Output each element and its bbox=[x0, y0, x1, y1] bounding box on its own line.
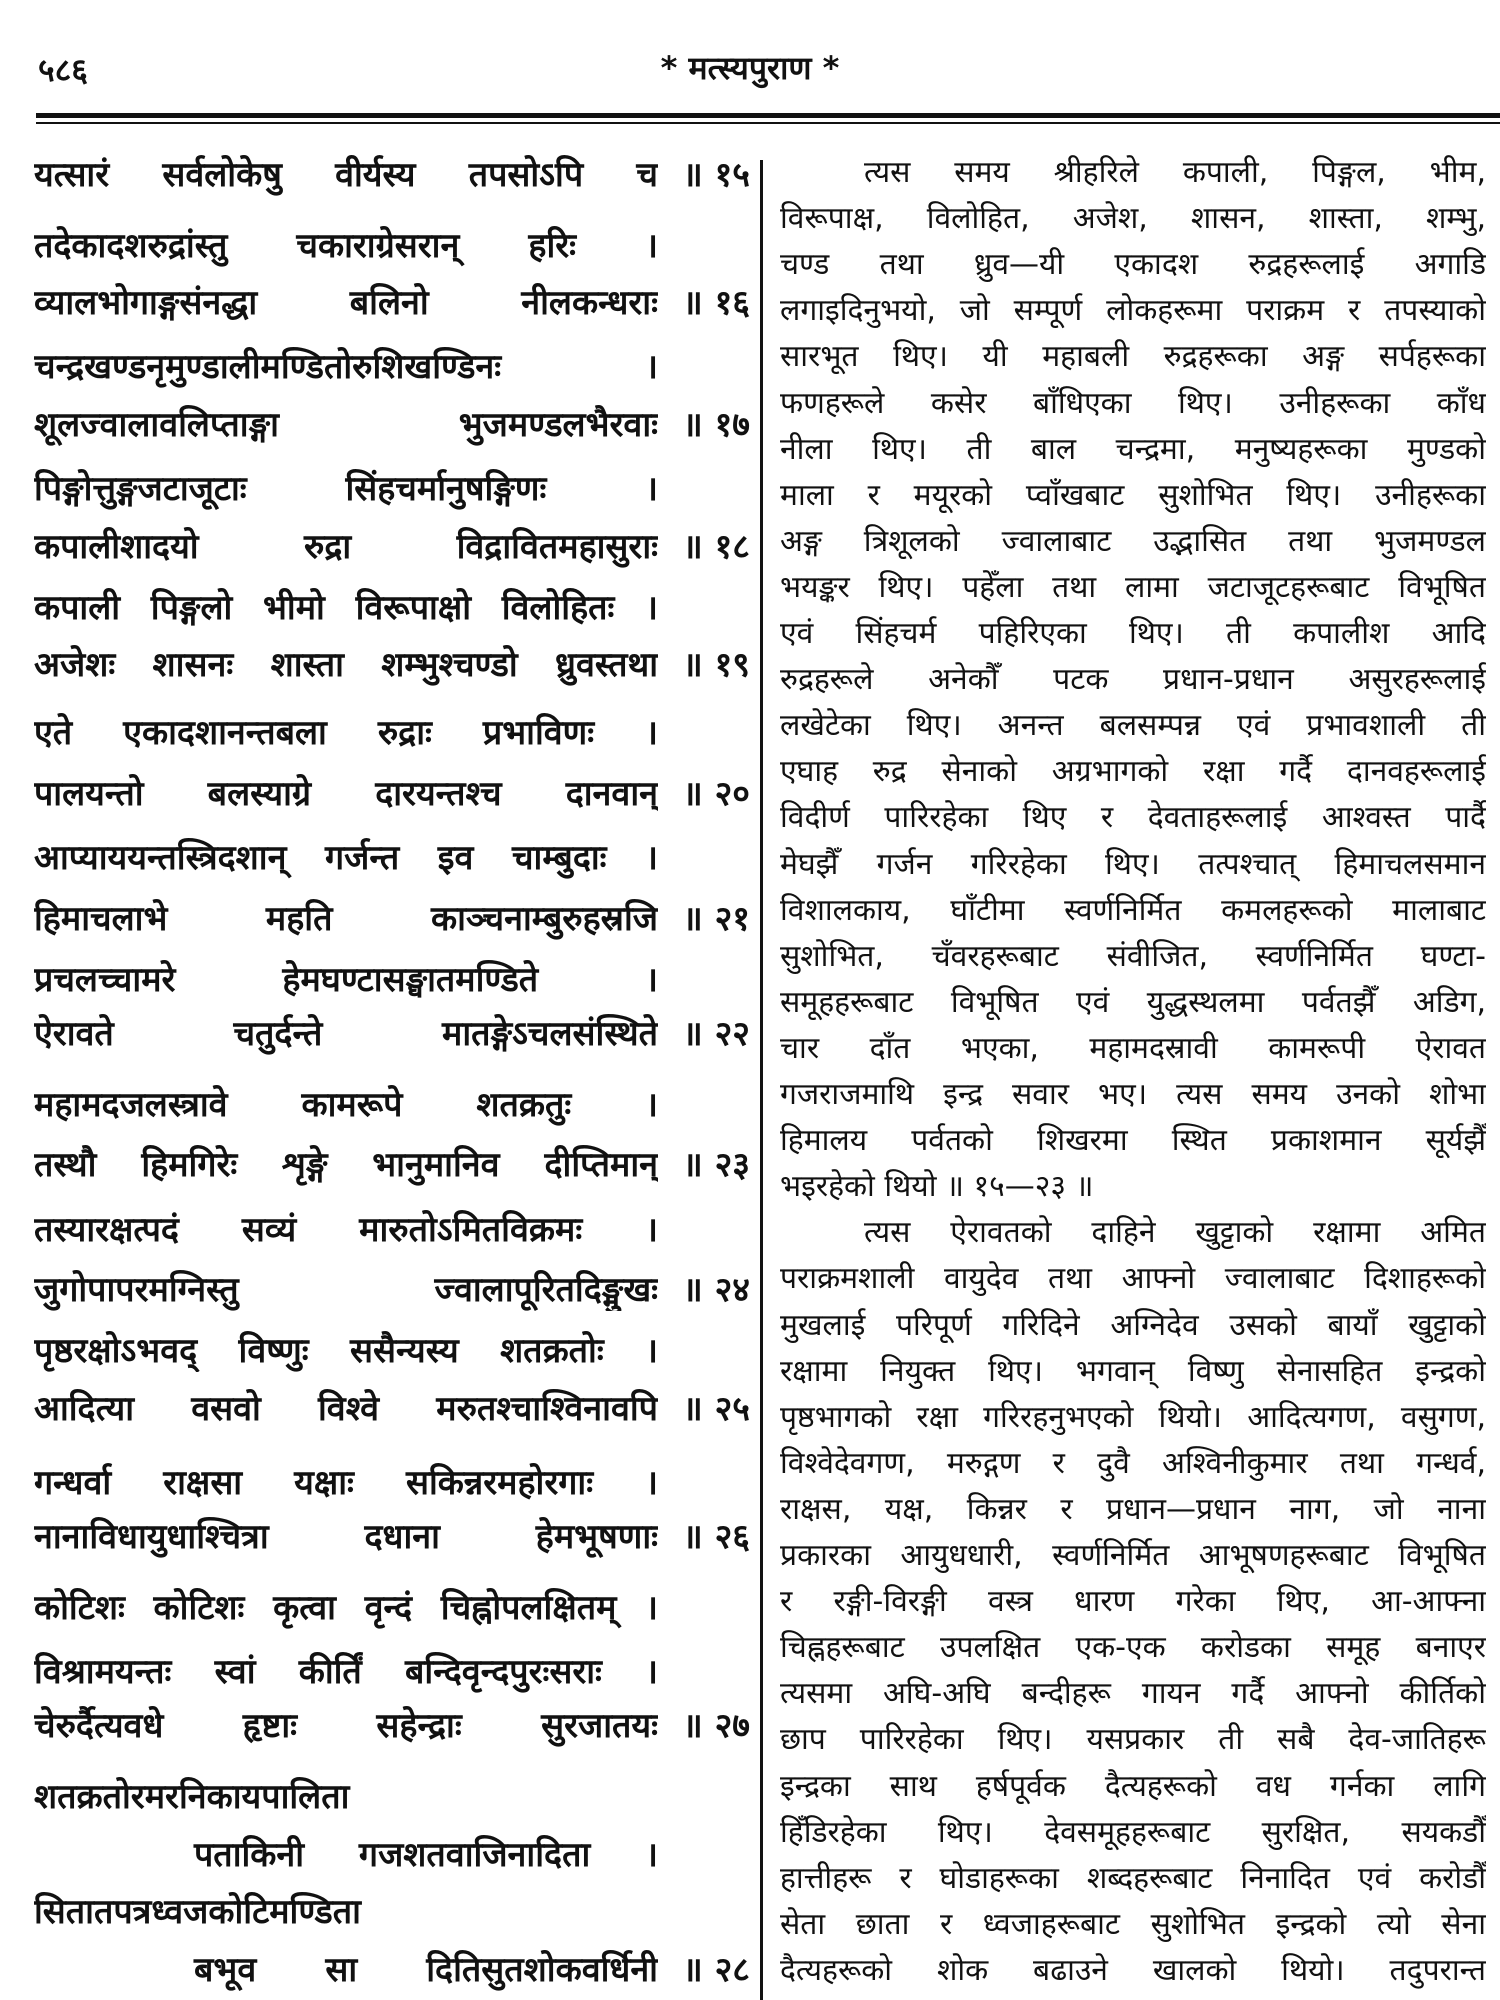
verse-number: ॥ १६ bbox=[682, 283, 750, 323]
verse-text: गन्धर्वा राक्षसा यक्षाः सकिन्नरमहोरगाः । bbox=[34, 1463, 658, 1503]
verse-text: प्रचलच्चामरे हेमघण्टासङ्घातमण्डिते । bbox=[34, 960, 658, 1000]
translation-line: त्यस ऐरावतको दाहिने खुट्टाको रक्षामा अमित bbox=[864, 1215, 1486, 1251]
verse-text: पिङ्गोत्तुङ्गजटाजूटाः सिंहचर्मानुषङ्गिणः । bbox=[34, 469, 658, 509]
verse-line bbox=[34, 464, 750, 510]
verse-line bbox=[34, 1265, 750, 1311]
translation-line: सारभूत थिए। यी महाबली रुद्रहरूका अङ्ग सर्पहरूका bbox=[780, 339, 1486, 375]
translation-line: छाप पारिरहेका थिए। यसप्रकार ती सबै देव-जातिहरू bbox=[780, 1722, 1486, 1758]
verse-number: ॥ २७ bbox=[682, 1706, 750, 1746]
verse-line bbox=[34, 1583, 750, 1629]
translation-line: सेता छाता र ध्वजाहरूबाट सुशोभित इन्द्रको त्यो सेना bbox=[780, 1906, 1486, 1942]
verse-number: ॥ २६ bbox=[682, 1517, 750, 1557]
verse-line bbox=[34, 522, 750, 568]
translation-line: भइरहेको थियो ॥ १५—२३ ॥ bbox=[780, 1169, 1094, 1205]
translation-line: नीला थिए। ती बाल चन्द्रमा, मनुष्यहरूका मुण्डको bbox=[780, 431, 1486, 467]
translation-line: भयङ्कर थिए। पहेँला तथा लामा जटाजूटहरूबाट विभूषित bbox=[780, 569, 1486, 605]
verse-text: नानाविधायुधाश्चित्रा दधाना हेमभूषणाः bbox=[34, 1517, 658, 1557]
verse-text: पताकिनी गजशतवाजिनादिता । bbox=[194, 1835, 658, 1875]
verse-text: चन्द्रखण्डनृमुण्डालीमण्डितोरुशिखण्डिनः । bbox=[34, 347, 658, 387]
verse-line bbox=[34, 1887, 750, 1933]
translation-line: चण्ड तथा ध्रुव—यी एकादश रुद्रहरूलाई अगाडि bbox=[780, 247, 1486, 283]
verse-text: एते एकादशानन्तबला रुद्राः प्रभाविणः । bbox=[34, 713, 658, 753]
verse-text: पृष्ठरक्षोऽभवद् विष्णुः ससैन्यस्य शतक्रतोः । bbox=[34, 1331, 658, 1371]
translation-line: प्रकारका आयुधधारी, स्वर्णनिर्मित आभूषणहरूबाट विभूषित bbox=[780, 1538, 1486, 1573]
translation-line: हात्तीहरू र घोडाहरूका शब्दहरूबाट निनादित एवं करोडौँ bbox=[780, 1860, 1486, 1896]
translation-line: पृष्ठभागको रक्षा गरिरहनुभएको थियो। आदित्यगण, वसुगण, bbox=[780, 1399, 1486, 1435]
verse-text: सितातपत्रध्वजकोटिमण्डिता bbox=[34, 1892, 361, 1932]
verse-text: आदित्या वसवो विश्वे मरुतश्चाश्विनावपि bbox=[34, 1389, 658, 1429]
translation-line: लगाइदिनुभयो, जो सम्पूर्ण लोकहरूमा पराक्रम र तपस्याको bbox=[780, 293, 1486, 329]
verse-text: पालयन्तो बलस्याग्रे दारयन्तश्च दानवान् bbox=[34, 774, 658, 814]
translation-line: रक्षामा नियुक्त थिए। भगवान् विष्णु सेनासहित इन्द्रको bbox=[780, 1353, 1486, 1389]
verse-line bbox=[34, 278, 750, 324]
verse-number: ॥ २३ bbox=[682, 1145, 750, 1185]
verse-text: अजेशः शासनः शास्ता शम्भुश्चण्डो ध्रुवस्तथा bbox=[34, 645, 658, 685]
verse-text: तस्थौ हिमगिरेः शृङ्गे भानुमानिव दीप्तिमान् bbox=[34, 1145, 658, 1185]
verse-line bbox=[34, 1458, 750, 1504]
verse-line bbox=[34, 1830, 750, 1876]
verse-number: ॥ २२ bbox=[682, 1014, 750, 1054]
verse-line bbox=[34, 640, 750, 686]
verse-text: कपालीशादयो रुद्रा विद्रावितमहासुराः bbox=[34, 527, 658, 567]
verse-text: शतक्रतोरमरनिकायपालिता bbox=[34, 1777, 350, 1817]
verse-text: विश्रामयन्तः स्वां कीर्तिं बन्दिवृन्दपुरःसराः । bbox=[34, 1652, 658, 1692]
verse-line bbox=[34, 894, 750, 940]
verse-number: ॥ १७ bbox=[682, 405, 750, 445]
verse-line bbox=[34, 1512, 750, 1558]
header-rule-thin bbox=[36, 122, 1500, 124]
verse-text: व्यालभोगाङ्गसंनद्धा बलिनो नीलकन्धराः bbox=[34, 283, 658, 323]
translation-line: दैत्यहरूको शोक बढाउने खालको थियो। तदुपरान्त bbox=[780, 1952, 1486, 1988]
verse-number: ॥ २५ bbox=[682, 1389, 750, 1429]
verse-line bbox=[34, 1009, 750, 1055]
translation-line: त्यस समय श्रीहरिले कपाली, पिङ्गल, भीम, bbox=[864, 155, 1486, 190]
verse-line bbox=[34, 221, 750, 267]
translation-line: अङ्ग त्रिशूलको ज्वालाबाट उद्भासित तथा भुजमण्डल bbox=[780, 523, 1486, 559]
verse-text: कोटिशः कोटिशः कृत्वा वृन्दं चिह्नोपलक्षितम् । bbox=[34, 1588, 658, 1628]
verse-line bbox=[34, 1080, 750, 1126]
verse-text: ऐरावते चतुर्दन्ते मातङ्गेऽचलसंस्थिते bbox=[34, 1014, 658, 1054]
verse-line bbox=[34, 1772, 750, 1818]
translation-line: हिँडिरहेका थिए। देवसमूहहरूबाट सुरक्षित, सयकडौँ bbox=[780, 1814, 1486, 1850]
verse-line bbox=[34, 1945, 750, 1991]
translation-line: विरूपाक्ष, विलोहित, अजेश, शासन, शास्ता, शम्भु, bbox=[780, 201, 1486, 237]
verse-line bbox=[34, 708, 750, 754]
verse-line bbox=[34, 833, 750, 879]
verse-number: ॥ २० bbox=[682, 774, 750, 814]
translation-line: मेघझैँ गर्जन गरिरहेका थिए। तत्पश्चात् हिमाचलसमान bbox=[780, 846, 1486, 882]
translation-line: फणहरूले कसेर बाँधिएका थिए। उनीहरूका काँध bbox=[780, 385, 1486, 421]
verse-line bbox=[34, 1701, 750, 1747]
translation-line: लखेटेका थिए। अनन्त बलसम्पन्न एवं प्रभावशाली ती bbox=[780, 708, 1486, 744]
translation-line: सुशोभित, चँवरहरूबाट संवीजित, स्वर्णनिर्मित घण्टा- bbox=[780, 938, 1486, 974]
translation-line: र रङ्गी-विरङ्गी वस्त्र धारण गरेका थिए, आ-आफ्ना bbox=[780, 1584, 1486, 1620]
translation-line: माला र मयूरको प्वाँखबाट सुशोभित थिए। उनीहरूका bbox=[780, 477, 1486, 513]
verse-line bbox=[34, 1384, 750, 1430]
translation-line: समूहहरूबाट विभूषित एवं युद्धस्थलमा पर्वतझैँ अडिग, bbox=[780, 984, 1486, 1020]
verse-text: आप्याययन्तस्त्रिदशान् गर्जन्त इव चाम्बुदाः । bbox=[34, 838, 658, 878]
translation-line: विदीर्ण पारिरहेका थिए र देवताहरूलाई आश्वस्त पार्दै bbox=[780, 800, 1486, 836]
verse-number: ॥ २८ bbox=[682, 1950, 750, 1990]
translation-line: विश्वेदेवगण, मरुद्गण र दुवै अश्विनीकुमार तथा गन्धर्व, bbox=[780, 1445, 1486, 1481]
verse-line bbox=[34, 1326, 750, 1372]
verse-line bbox=[34, 1205, 750, 1251]
translation-line: हिमालय पर्वतको शिखरमा स्थित प्रकाशमान सूर्यझैँ bbox=[780, 1123, 1486, 1159]
verse-line bbox=[34, 769, 750, 815]
verse-line bbox=[34, 583, 750, 629]
page-number: ५८६ bbox=[38, 51, 88, 89]
translation-line: राक्षस, यक्ष, किन्नर र प्रधान—प्रधान नाग, जो नाना bbox=[780, 1491, 1486, 1527]
translation-line: एघाह रुद्र सेनाको अग्रभागको रक्षा गर्दै दानवहरूलाई bbox=[780, 754, 1486, 790]
translation-line: चार दाँत भएका, महामदस्रावी कामरूपी ऐरावत bbox=[780, 1030, 1486, 1066]
verse-line bbox=[34, 150, 750, 196]
verse-text: बभूव सा दितिसुतशोकवर्धिनी bbox=[194, 1950, 658, 1990]
verse-number: ॥ १५ bbox=[682, 155, 750, 195]
verse-line bbox=[34, 342, 750, 388]
verse-number: ॥ १८ bbox=[682, 527, 750, 567]
translation-line: एवं सिंहचर्म पहिरिएका थिए। ती कपालीश आदि bbox=[780, 616, 1486, 651]
header-rule-thick bbox=[36, 113, 1500, 118]
translation-line: मुखलाई परिपूर्ण गरिदिने अग्निदेव उसको बायाँ खुट्टाको bbox=[780, 1307, 1486, 1343]
verse-text: तदेकादशरुद्रांस्तु चकाराग्रेसरान् हरिः । bbox=[34, 226, 658, 266]
verse-text: शूलज्वालावलिप्ताङ्गा भुजमण्डलभैरवाः bbox=[34, 405, 658, 445]
translation-line: गजराजमाथि इन्द्र सवार भए। त्यस समय उनको शोभा bbox=[780, 1077, 1486, 1112]
verse-line bbox=[34, 1647, 750, 1693]
verse-line bbox=[34, 1140, 750, 1186]
verse-number: ॥ २४ bbox=[682, 1270, 750, 1310]
translation-line: इन्द्रका साथ हर्षपूर्वक दैत्यहरूको वध गर्नका लागि bbox=[780, 1768, 1486, 1804]
verse-text: हिमाचलाभे महति काञ्चनाम्बुरुहस्रजि bbox=[34, 899, 658, 939]
verse-line bbox=[34, 400, 750, 446]
verse-text: चेरुर्दैत्यवधे हृष्टाः सहेन्द्राः सुरजातयः bbox=[34, 1706, 658, 1746]
translation-line: विशालकाय, घाँटीमा स्वर्णनिर्मित कमलहरूको मालाबाट bbox=[780, 892, 1486, 928]
verse-number: ॥ २१ bbox=[682, 899, 750, 939]
verse-text: यत्सारं सर्वलोकेषु वीर्यस्य तपसोऽपि च bbox=[34, 155, 658, 195]
verse-line bbox=[34, 955, 750, 1001]
column-divider bbox=[760, 160, 763, 2000]
translation-line: त्यसमा अघि-अघि बन्दीहरू गायन गर्दै आफ्नो कीर्तिको bbox=[780, 1676, 1486, 1712]
verse-text: महामदजलस्त्रावे कामरूपे शतक्रतुः । bbox=[34, 1085, 658, 1125]
translation-line: चिह्नहरूबाट उपलक्षित एक-एक करोडका समूह बनाएर bbox=[780, 1630, 1486, 1666]
translation-line: पराक्रमशाली वायुदेव तथा आफ्नो ज्वालाबाट दिशाहरूको bbox=[780, 1261, 1486, 1297]
translation-line: रुद्रहरूले अनेकौँ पटक प्रधान-प्रधान असुरहरूलाई bbox=[780, 662, 1486, 698]
verse-text: तस्यारक्षत्पदं सव्यं मारुतोऽमितविक्रमः । bbox=[34, 1210, 658, 1250]
running-title: * मत्स्यपुराण * bbox=[660, 49, 840, 87]
verse-number: ॥ १९ bbox=[682, 645, 750, 685]
verse-text: जुगोपापरमग्निस्तु ज्वालापूरितदिङ्मुखः bbox=[34, 1270, 658, 1310]
verse-text: कपाली पिङ्गलो भीमो विरूपाक्षो विलोहितः । bbox=[34, 588, 658, 628]
